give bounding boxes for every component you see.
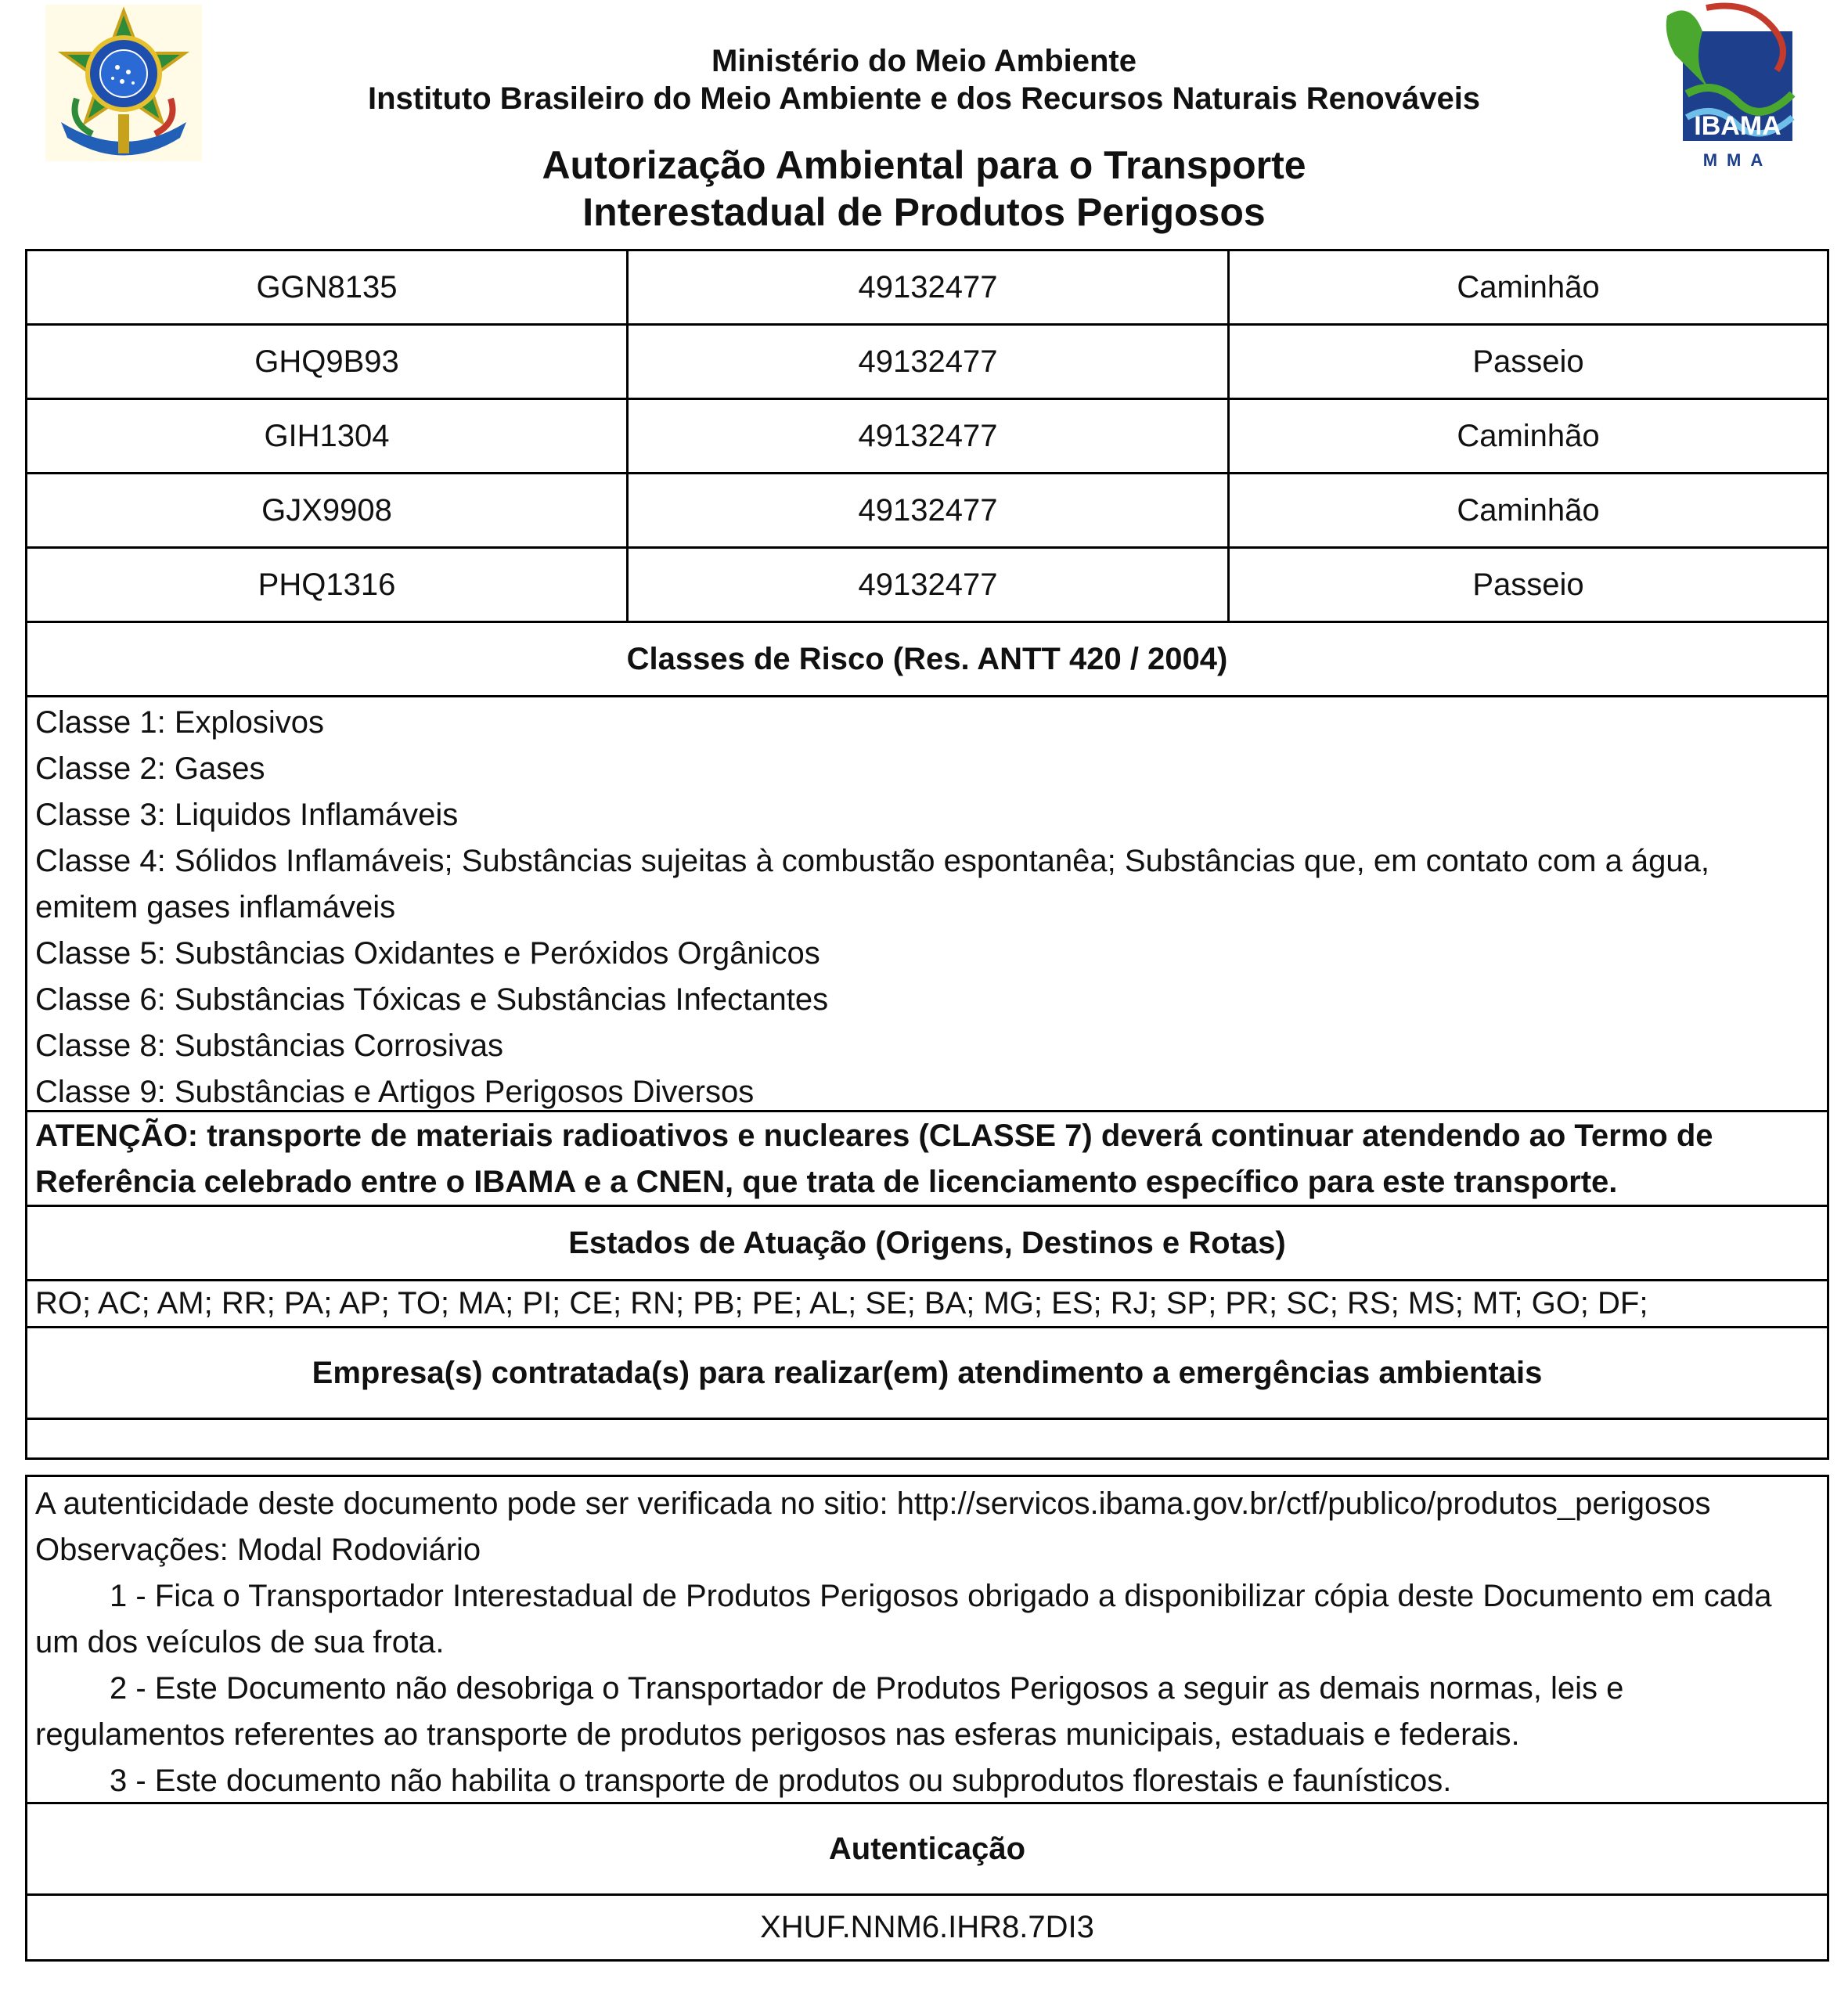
authenticity-note: A autenticidade deste documento pode ser verificada no sitio: http://servicos.ibama.gov.br/ctf/publico/produtos_perigosos <box>35 1486 1711 1521</box>
document-title-line2: Interestadual de Produtos Perigosos <box>582 190 1266 234</box>
list-item: Classe 6: Substâncias Tóxicas e Substâncias Infectantes <box>35 982 829 1017</box>
vehicle-plate: GHQ9B93 <box>254 344 399 379</box>
vehicle-plate: GGN8135 <box>256 269 398 304</box>
mma-logo-text: MMA <box>1702 150 1773 170</box>
vehicle-type: Caminhão <box>1457 269 1600 304</box>
list-item: Classe 8: Substâncias Corrosivas <box>35 1029 504 1063</box>
notes-section <box>35 1481 1819 1804</box>
states-list: RO; AC; AM; RR; PA; AP; TO; MA; PI; CE; RN; PB; PE; AL; SE; BA; MG; ES; RJ; SP; PR; SC; RS; MS; MT; GO; DF; <box>35 1286 1648 1320</box>
states-heading: Estados de Atuação (Origens, Destinos e Rotas) <box>568 1225 1286 1260</box>
observations-label: Observações: Modal Rodoviário <box>35 1533 481 1567</box>
vehicle-number: 49132477 <box>858 344 998 379</box>
vehicle-type: Caminhão <box>1457 418 1600 453</box>
note-item-1: 1 - Fica o Transportador Interestadual de Produtos Perigosos obrigado a disponibilizar cópia deste Documento em cada um dos veículos de sua frota. <box>35 1579 1772 1659</box>
vehicle-number: 49132477 <box>858 492 998 528</box>
emergency-companies-value <box>27 1420 1827 1457</box>
institute-name: Instituto Brasileiro do Meio Ambiente e dos Recursos Naturais Renováveis <box>367 81 1481 116</box>
notes-authentication-table <box>25 1475 1829 1962</box>
vehicle-plate: GJX9908 <box>261 492 392 528</box>
table-row <box>27 549 1827 623</box>
authentication-code[interactable]: XHUF.NNM6.IHR8.7DI3 <box>760 1910 1094 1944</box>
table-row <box>27 326 1827 400</box>
vehicle-number: 49132477 <box>858 567 998 602</box>
risk-classes-heading: Classes de Risco (Res. ANTT 420 / 2004) <box>27 623 1827 697</box>
table-row <box>27 474 1827 549</box>
vehicle-type: Passeio <box>1472 344 1584 379</box>
list-item: Classe 5: Substâncias Oxidantes e Peróxidos Orgânicos <box>35 936 820 971</box>
vehicle-plate: PHQ1316 <box>258 567 396 602</box>
document-title-line1: Autorização Ambiental para o Transporte <box>542 143 1306 187</box>
vehicle-plate: GIH1304 <box>264 418 390 453</box>
emergency-companies-heading: Empresa(s) contratada(s) para realizar(em) atendimento a emergências ambientais <box>312 1355 1543 1390</box>
authorization-table <box>25 249 1829 1460</box>
vehicle-type: Caminhão <box>1457 492 1600 528</box>
list-item: Classe 9: Substâncias e Artigos Perigosos Diversos <box>35 1075 755 1109</box>
ministry-name: Ministério do Meio Ambiente <box>711 44 1137 78</box>
list-item: Classe 2: Gases <box>35 751 265 786</box>
table-row <box>27 400 1827 474</box>
note-item-3: 3 - Este documento não habilita o transporte de produtos ou subprodutos florestais e faunísticos. <box>110 1764 1452 1798</box>
vehicle-number: 49132477 <box>858 269 998 304</box>
risk-classes-list <box>35 700 1819 1115</box>
table-row <box>27 251 1827 326</box>
authentication-heading: Autenticação <box>828 1831 1026 1866</box>
class7-warning: ATENÇÃO: transporte de materiais radioativos e nucleares (CLASSE 7) deverá continuar atendendo ao Termo de Referência celebrado entre o IBAMA e a CNEN, que trata de licenciamento específico para este transporte. <box>35 1119 1713 1199</box>
vehicle-type: Passeio <box>1472 567 1584 602</box>
note-item-2: 2 - Este Documento não desobriga o Transportador de Produtos Perigosos a seguir as demais normas, leis e regulamentos referentes ao transporte de produtos perigosos nas esferas municipais, estaduais e federais. <box>35 1671 1624 1752</box>
ibama-logo-text: IBAMA <box>1694 111 1781 141</box>
list-item: Classe 1: Explosivos <box>35 705 325 740</box>
vehicle-number: 49132477 <box>858 418 998 453</box>
list-item: Classe 4: Sólidos Inflamáveis; Substâncias sujeitas à combustão espontanêa; Substâncias que, em contato com a água, emitem gases inflamáveis <box>35 844 1710 924</box>
list-item: Classe 3: Liquidos Inflamáveis <box>35 798 459 832</box>
